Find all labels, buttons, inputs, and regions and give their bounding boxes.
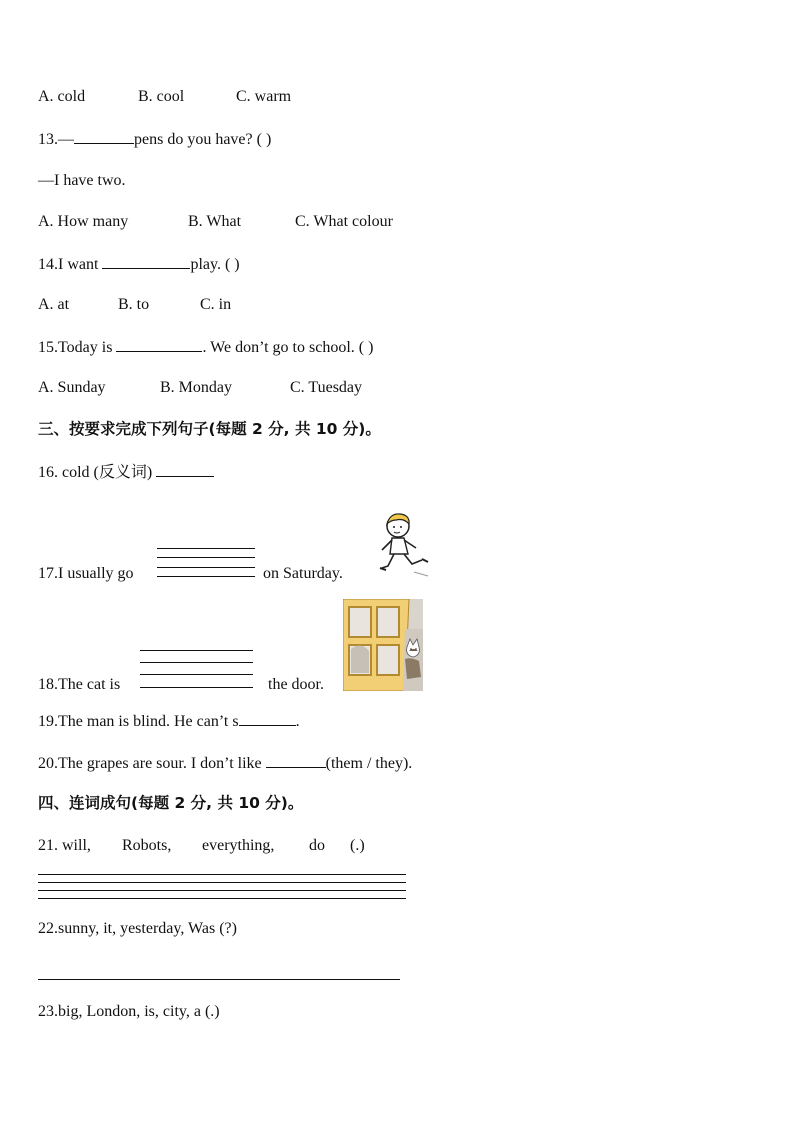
q13-number: 13. xyxy=(38,131,58,148)
q19-question xyxy=(38,711,300,732)
q17-suffix: on Saturday. xyxy=(263,565,343,582)
q13-option-b: B. What xyxy=(188,213,242,230)
q21-question xyxy=(38,836,365,856)
q13-dash: — xyxy=(58,131,74,148)
q14-text: play. ( ) xyxy=(190,256,240,273)
q16-blank[interactable] xyxy=(156,462,214,477)
q13-options xyxy=(38,212,393,232)
section-4-heading: 四、连词成句(每题 2 分, 共 10 分)。 xyxy=(38,794,304,812)
q20-suffix: (them / they). xyxy=(325,755,413,772)
q12-options xyxy=(38,87,291,107)
q21-word-4: do xyxy=(309,837,325,854)
q14-prefix: 14.I want xyxy=(38,256,99,273)
q13-answer: —I have two. xyxy=(38,172,126,189)
q18-writing-lines[interactable] xyxy=(140,650,253,688)
q14-option-b: B. to xyxy=(118,296,150,313)
q15-question xyxy=(38,337,373,358)
section-3-heading: 三、按要求完成下列句子(每题 2 分, 共 10 分)。 xyxy=(38,420,381,438)
q21-writing-lines[interactable] xyxy=(38,874,406,900)
q21-number-and-word-1 xyxy=(38,836,122,856)
running-boy-picture xyxy=(378,510,436,582)
q23-question: 23.big, London, is, city, a (.) xyxy=(38,1003,220,1020)
q21-word-1: will, xyxy=(62,837,91,854)
q12-option-a: A. cold xyxy=(38,88,86,105)
q15-option-b: B. Monday xyxy=(160,379,232,396)
q20-blank[interactable] xyxy=(266,753,326,768)
q21-number: 21. xyxy=(38,837,58,854)
q21-word-3: everything, xyxy=(202,837,275,854)
q22-question: 22.sunny, it, yesterday, Was (?) xyxy=(38,920,237,937)
q16-question xyxy=(38,462,214,483)
q12-option-b: B. cool xyxy=(138,88,185,105)
cat-behind-door-picture xyxy=(343,599,423,691)
q17-prefix: 17.I usually go xyxy=(38,565,134,582)
q15-text: . We don’t go to school. ( ) xyxy=(202,339,374,356)
q22-answer-line[interactable] xyxy=(38,979,400,981)
q16-text: 16. cold (反义词) xyxy=(38,464,153,481)
q13-question xyxy=(38,129,271,150)
q19-end: . xyxy=(295,713,300,730)
q14-option-c: C. in xyxy=(200,296,232,313)
q19-text: 19.The man is blind. He can’t s xyxy=(38,713,239,730)
q14-blank[interactable] xyxy=(102,254,190,269)
q13-option-c: C. What colour xyxy=(295,213,393,230)
q15-option-c: C. Tuesday xyxy=(290,379,363,396)
q12-option-c: C. warm xyxy=(236,88,292,105)
q15-option-a: A. Sunday xyxy=(38,379,106,396)
q18-prefix: 18.The cat is xyxy=(38,676,121,693)
q20-question xyxy=(38,753,412,774)
q20-prefix: 20.The grapes are sour. I don’t like xyxy=(38,755,262,772)
q13-text: pens do you have? ( ) xyxy=(134,131,272,148)
q14-question xyxy=(38,254,240,275)
q15-prefix: 15.Today is xyxy=(38,339,113,356)
q15-blank[interactable] xyxy=(116,337,202,352)
q13-option-a: A. How many xyxy=(38,213,129,230)
q15-options xyxy=(38,378,362,398)
q21-word-5: (.) xyxy=(350,837,365,854)
q21-word-2: Robots, xyxy=(122,837,172,854)
q14-options xyxy=(38,295,231,315)
q18-suffix: the door. xyxy=(268,676,324,693)
q19-blank[interactable] xyxy=(239,711,296,726)
q17-writing-lines[interactable] xyxy=(157,548,255,578)
q13-blank[interactable] xyxy=(74,129,134,144)
q14-option-a: A. at xyxy=(38,296,70,313)
